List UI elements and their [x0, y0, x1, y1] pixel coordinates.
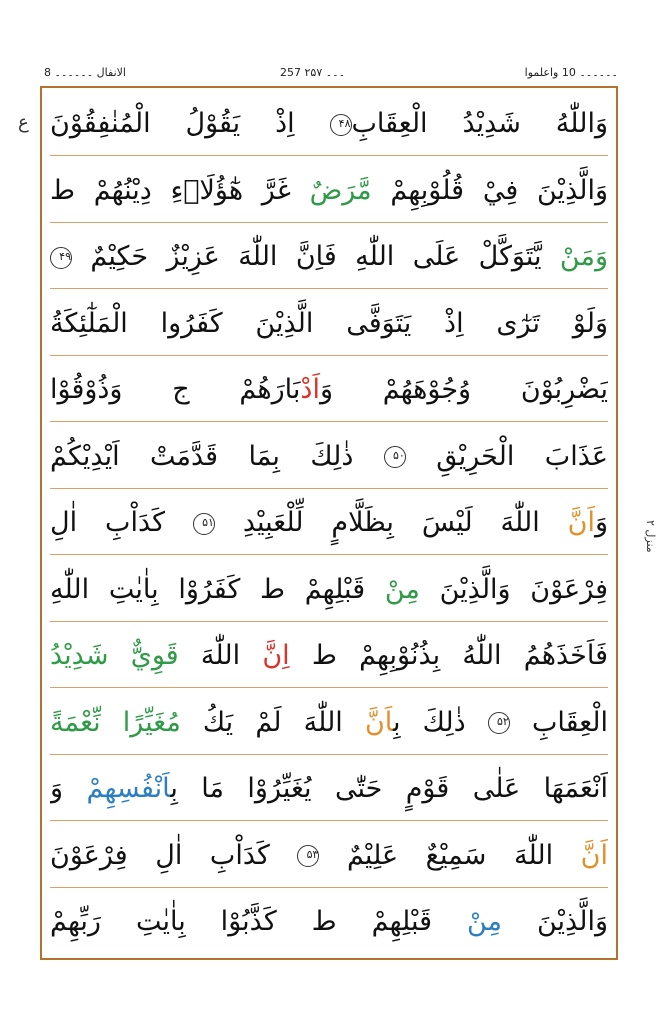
verse-line — [50, 425, 608, 489]
ayah-number: ۴۹ — [50, 247, 72, 269]
verse-text: اَنَّ — [567, 507, 595, 538]
ayah-number: ۵۰ — [384, 446, 406, 468]
ayah-number: ۴۸ — [330, 114, 352, 136]
verse-line — [50, 491, 608, 555]
verse-text: وَلَوْ تَرٰٓى اِذْ يَتَوَفَّى الَّذِيْنَ كَفَرُوا الْمَلٰٓئِكَةُ — [50, 307, 608, 339]
verse-text: وَمَنْ — [541, 241, 608, 272]
verse-text: وَاللّٰهُ شَدِيْدُ الْعِقَابِ — [351, 108, 608, 139]
verse-text: مِنْ — [384, 573, 420, 605]
verse-text: اِنَّ — [262, 640, 290, 671]
verse-line — [50, 757, 608, 821]
verse-text: مُغَيِّرًا نِّعْمَةً — [50, 706, 181, 738]
verse-text: وَ — [594, 507, 608, 538]
verse-text: قَبْلِهِمْ ط كَفَرُوْا بِاٰيٰتِ اللّٰهِ — [50, 573, 385, 605]
verse-text: كَدَاْبِ اٰلِ فِرْعَوْنَ — [50, 839, 298, 871]
verse-text: اَدْ — [300, 374, 320, 405]
text-frame — [40, 86, 618, 960]
verse-text: وَ — [50, 773, 87, 804]
ayah-number: ۵۱ — [193, 513, 215, 535]
verse-line — [50, 159, 608, 223]
verse-text: قَوِيٌّ شَدِيْدُ — [50, 640, 179, 671]
verse-text: اَنْفُسِهِمْ — [86, 773, 171, 804]
verse-line — [50, 358, 608, 422]
verse-line — [50, 225, 608, 289]
verse-text: مَّرَضٌ — [309, 174, 372, 206]
verse-text: اَنْعَمَهَا عَلٰى قَوْمٍ حَتّٰى يُغَيِّرُوْا مَا بِ — [170, 773, 608, 804]
verse-line — [50, 558, 608, 622]
verse-line — [50, 92, 608, 156]
verse-line — [50, 624, 608, 688]
verse-line — [50, 691, 608, 755]
verse-text: كَدَاْبِ اٰلِ — [50, 507, 193, 538]
verse-text: يَّتَوَكَّلْ عَلَى اللّٰهِ فَاِنَّ اللّٰهَ عَزِيْزٌ حَكِيْمٌ — [72, 241, 542, 272]
verse-line — [50, 292, 608, 356]
verse-text: بَارَهُمْ ج وَذُوْقُوْا — [50, 374, 301, 405]
verse-line — [50, 890, 608, 954]
verse-text: الْعِقَابِ — [509, 706, 608, 738]
verse-text: اللّٰهَ لَمْ يَكُ — [180, 706, 365, 738]
verse-text: اللّٰهَ سَمِيْعٌ عَلِيْمٌ — [319, 839, 581, 871]
verse-text: غَرَّ هٰٓؤُلَاۤءِ دِيْنُهُمْ ط — [50, 174, 310, 206]
verse-text: اَنَّ — [580, 839, 608, 871]
verse-text: اِذْ يَقُوْلُ الْمُنٰفِقُوْنَ — [50, 108, 330, 139]
verse-text: اللّٰهَ لَيْسَ بِظَلَّامٍ لِّلْعَبِيْدِ — [214, 507, 568, 538]
verse-text: قَبْلِهِمْ ط كَذَّبُوْا بِاٰيٰتِ رَبِّهِمْ — [50, 906, 467, 937]
verse-text: ذٰلِكَ بِمَا قَدَّمَتْ اَيْدِيْكُمْ — [50, 440, 384, 472]
verse-text: يَضْرِبُوْنَ وُجُوْهَهُمْ وَ — [319, 374, 608, 405]
verse-text: وَالَّذِيْنَ فِيْ قُلُوْبِهِمْ — [371, 174, 608, 206]
ruku-mark: ع — [18, 112, 29, 133]
ayah-number: ۵۳ — [297, 845, 319, 867]
page-number: 257 ۔۔۔ ۲۵۷ — [280, 66, 346, 79]
juz-name: ۔۔۔۔۔۔ 10 واعلموا — [524, 66, 618, 79]
verse-text: فِرْعَوْنَ وَالَّذِيْنَ — [419, 573, 608, 605]
verse-text: وَالَّذِيْنَ — [502, 906, 608, 937]
verse-text: عَذَابَ الْحَرِيْقِ — [405, 440, 608, 472]
verse-text: مِنْ — [466, 906, 502, 937]
ayah-number: ۵۲ — [488, 712, 510, 734]
verse-text: ذٰلِكَ بِ — [393, 706, 488, 738]
verse-text: فَاَخَذَهُمُ اللّٰهُ بِذُنُوْبِهِمْ ط — [289, 640, 608, 671]
surah-name: 8 الانفال ۔۔۔۔۔۔ — [44, 66, 126, 79]
manzil-mark: منزل ۲ — [644, 520, 657, 553]
verse-text: اللّٰهَ — [178, 640, 263, 671]
verse-text: اَنَّ — [364, 706, 394, 738]
page-header — [40, 64, 622, 86]
verse-line — [50, 824, 608, 888]
